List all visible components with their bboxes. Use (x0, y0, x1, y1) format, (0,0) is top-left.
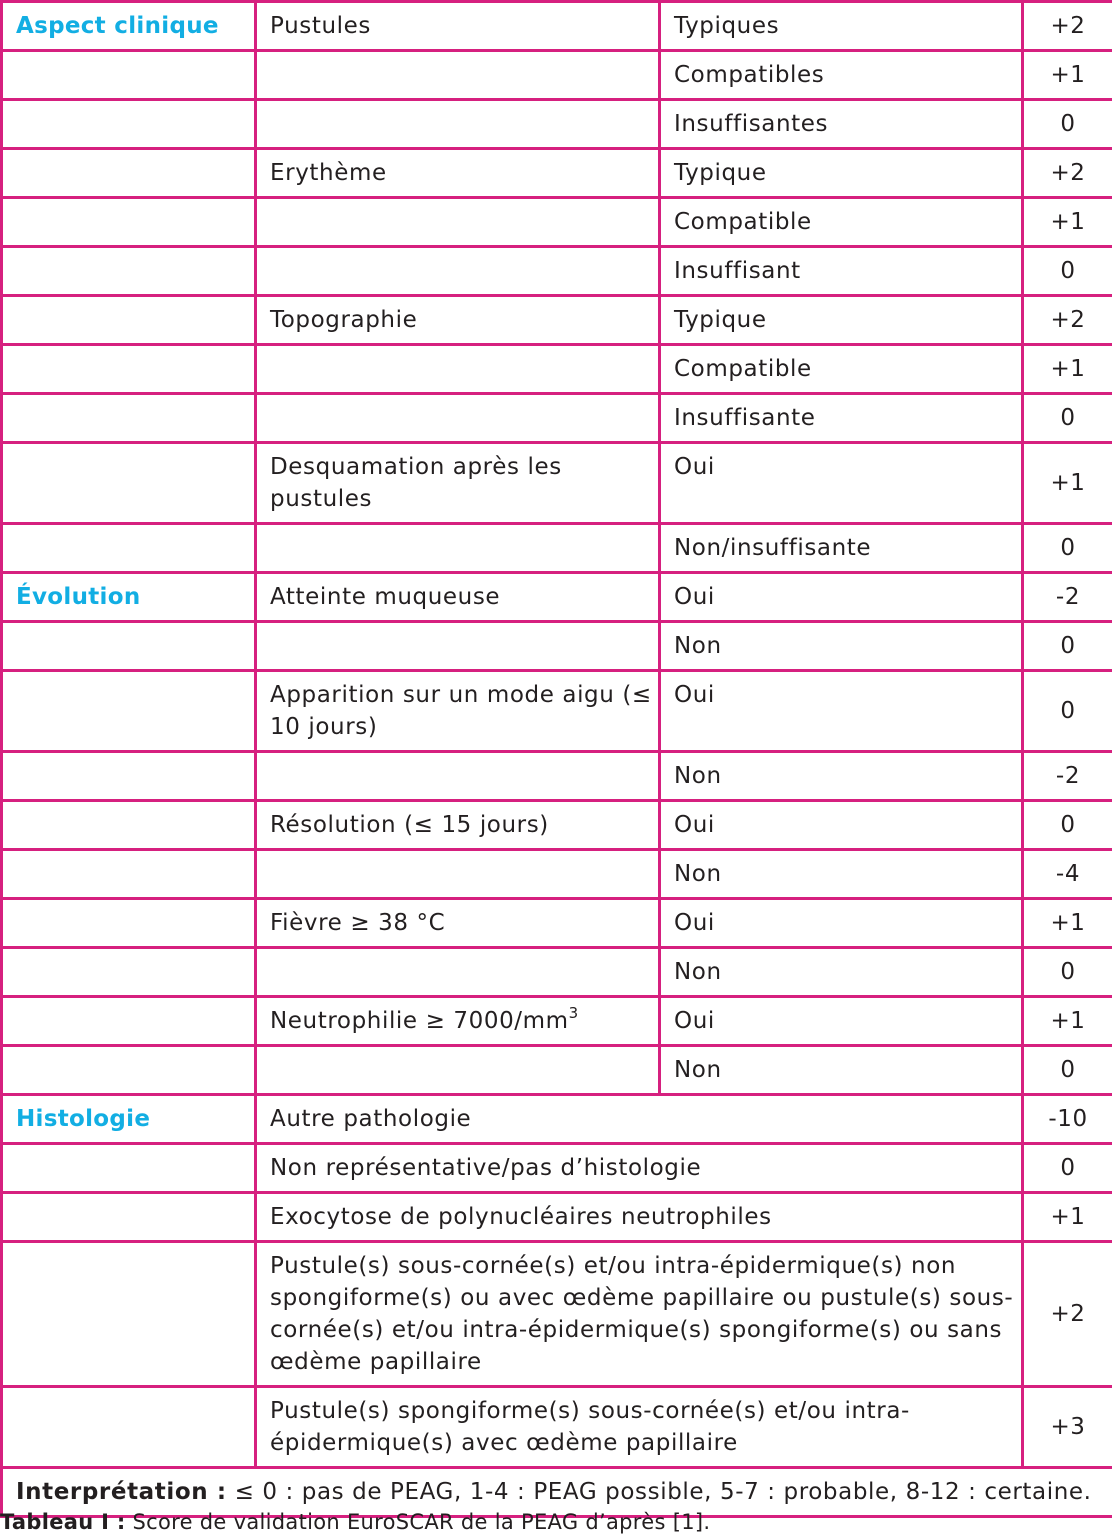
points-cell (1023, 524, 1112, 573)
points-cell (1023, 948, 1112, 997)
category-cell (2, 752, 256, 801)
criterion-cell-text: Desquamation après les pustules (270, 454, 562, 512)
criterion-cell (256, 997, 660, 1046)
answer-cell-text: Insuffisantes (674, 111, 828, 137)
table-row (2, 524, 1112, 573)
criterion-cell-text: Pustule(s) sous-cornée(s) et/ou intra-épidermique(s) non spongiforme(s) ou avec œdème papillaire ou pustule(s) sous-cornée(s) et/ou intra-épidermique(s) spongiforme(s) ou sans œdème papillaire (270, 1253, 1013, 1375)
answer-cell (660, 100, 1023, 149)
table-row (2, 801, 1112, 850)
table-row (2, 671, 1112, 752)
criterion-cell-text: Résolution (≤ 15 jours) (270, 812, 549, 838)
answer-cell (660, 247, 1023, 296)
table-row (2, 997, 1112, 1046)
points-cell (1023, 801, 1112, 850)
answer-cell-text: Non (674, 763, 722, 789)
table-row (2, 1144, 1112, 1193)
criterion-cell (256, 622, 660, 671)
table-row (2, 850, 1112, 899)
points-cell-text: 0 (1060, 1057, 1075, 1083)
criterion-cell (256, 1095, 1023, 1144)
points-cell (1023, 394, 1112, 443)
points-cell (1023, 296, 1112, 345)
criterion-cell (256, 1144, 1023, 1193)
criterion-cell (256, 752, 660, 801)
category-cell (2, 394, 256, 443)
criterion-cell (256, 1193, 1023, 1242)
points-cell (1023, 573, 1112, 622)
answer-cell (660, 997, 1023, 1046)
points-cell-text: 0 (1060, 405, 1075, 431)
points-cell-text: +1 (1050, 1204, 1085, 1230)
points-cell-text: -4 (1056, 861, 1080, 887)
criterion-cell (256, 850, 660, 899)
points-cell (1023, 752, 1112, 801)
answer-cell (660, 899, 1023, 948)
criterion-cell (256, 443, 660, 524)
points-cell (1023, 1046, 1112, 1095)
points-cell-text: +1 (1050, 356, 1085, 382)
table-row (2, 1193, 1112, 1242)
points-cell-text: +2 (1050, 160, 1085, 186)
answer-cell (660, 752, 1023, 801)
points-cell (1023, 1387, 1112, 1468)
criterion-cell (256, 899, 660, 948)
answer-cell (660, 573, 1023, 622)
answer-cell (660, 51, 1023, 100)
category-cell (2, 1193, 256, 1242)
category-cell (2, 198, 256, 247)
answer-cell-text: Insuffisante (674, 405, 816, 431)
points-cell (1023, 51, 1112, 100)
criterion-cell (256, 149, 660, 198)
answer-cell (660, 1046, 1023, 1095)
table-row (2, 752, 1112, 801)
category-cell (2, 100, 256, 149)
criterion-cell (256, 1046, 660, 1095)
criterion-cell-text: Topographie (270, 307, 417, 333)
table-row (2, 2, 1112, 51)
answer-cell-text: Oui (674, 682, 715, 708)
points-cell-text: -2 (1056, 584, 1080, 610)
caption-text: Score de validation EuroSCAR de la PEAG d’après [1]. (126, 1510, 711, 1534)
answer-cell-text: Oui (674, 584, 715, 610)
table-row (2, 899, 1112, 948)
table-row (2, 394, 1112, 443)
criterion-cell (256, 2, 660, 51)
points-cell-text: 0 (1060, 258, 1075, 284)
category-cell-text: Aspect clinique (16, 13, 219, 39)
answer-cell (660, 394, 1023, 443)
points-cell-text: +2 (1050, 307, 1085, 333)
table-row (2, 443, 1112, 524)
points-cell (1023, 198, 1112, 247)
criterion-cell (256, 671, 660, 752)
superscript: 3 (569, 1004, 579, 1022)
points-cell (1023, 997, 1112, 1046)
criterion-cell (256, 573, 660, 622)
points-cell (1023, 247, 1112, 296)
criterion-cell (256, 345, 660, 394)
points-cell (1023, 622, 1112, 671)
answer-cell-text: Non (674, 861, 722, 887)
criterion-cell-text: Fièvre ≥ 38 °C (270, 910, 445, 936)
category-cell (2, 850, 256, 899)
interpretation-text: ≤ 0 : pas de PEAG, 1-4 : PEAG possible, 5-7 : probable, 8-12 : certaine. (227, 1479, 1092, 1505)
answer-cell (660, 296, 1023, 345)
answer-cell-text: Oui (674, 910, 715, 936)
points-cell (1023, 1242, 1112, 1387)
table-row (2, 948, 1112, 997)
criterion-cell-text: Apparition sur un mode aigu (≤ 10 jours) (270, 682, 652, 740)
criterion-cell (256, 948, 660, 997)
category-cell (2, 948, 256, 997)
category-cell-text: Évolution (16, 584, 141, 610)
caption-label: Tableau I : (0, 1510, 126, 1534)
points-cell-text: 0 (1060, 812, 1075, 838)
criterion-cell (256, 1387, 1023, 1468)
points-cell (1023, 2, 1112, 51)
answer-cell-text: Typiques (674, 13, 779, 39)
table-row (2, 198, 1112, 247)
answer-cell (660, 622, 1023, 671)
points-cell (1023, 1144, 1112, 1193)
answer-cell-text: Insuffisant (674, 258, 801, 284)
points-cell-text: +1 (1050, 209, 1085, 235)
table-row (2, 1242, 1112, 1387)
category-cell (2, 573, 256, 622)
points-cell (1023, 671, 1112, 752)
points-cell (1023, 850, 1112, 899)
category-cell (2, 1046, 256, 1095)
answer-cell-text: Non (674, 1057, 722, 1083)
table-row (2, 1095, 1112, 1144)
points-cell (1023, 899, 1112, 948)
table-row (2, 149, 1112, 198)
category-cell (2, 622, 256, 671)
category-cell (2, 1144, 256, 1193)
criterion-cell-text: Autre pathologie (270, 1106, 471, 1132)
interpretation-label: Interprétation : (16, 1479, 227, 1505)
points-cell-text: +2 (1050, 13, 1085, 39)
points-cell-text: 0 (1060, 111, 1075, 137)
category-cell (2, 51, 256, 100)
category-cell (2, 899, 256, 948)
answer-cell (660, 2, 1023, 51)
answer-cell-text: Non (674, 633, 722, 659)
points-cell (1023, 1095, 1112, 1144)
category-cell (2, 801, 256, 850)
answer-cell-text: Oui (674, 454, 715, 480)
category-cell (2, 997, 256, 1046)
category-cell (2, 2, 256, 51)
criterion-cell-text: Pustules (270, 13, 371, 39)
table-row (2, 296, 1112, 345)
points-cell-text: +1 (1050, 910, 1085, 936)
table-row (2, 622, 1112, 671)
points-cell-text: +2 (1050, 1301, 1085, 1327)
criterion-cell (256, 296, 660, 345)
category-cell-text: Histologie (16, 1106, 150, 1132)
criterion-cell (256, 51, 660, 100)
answer-cell-text: Non (674, 959, 722, 985)
answer-cell-text: Typique (674, 160, 767, 186)
category-cell (2, 247, 256, 296)
criterion-cell-text: Neutrophilie ≥ 7000/mm (270, 1008, 569, 1034)
points-cell (1023, 149, 1112, 198)
answer-cell-text: Compatibles (674, 62, 824, 88)
answer-cell (660, 801, 1023, 850)
points-cell (1023, 443, 1112, 524)
criterion-cell (256, 100, 660, 149)
points-cell-text: -10 (1048, 1106, 1087, 1132)
points-cell (1023, 345, 1112, 394)
category-cell (2, 1387, 256, 1468)
points-cell-text: 0 (1060, 633, 1075, 659)
points-cell-text: 0 (1060, 698, 1075, 724)
table-row (2, 1387, 1112, 1468)
answer-cell-text: Typique (674, 307, 767, 333)
table-row (2, 100, 1112, 149)
category-cell (2, 1095, 256, 1144)
points-cell (1023, 1193, 1112, 1242)
table-row (2, 345, 1112, 394)
category-cell (2, 1242, 256, 1387)
answer-cell (660, 948, 1023, 997)
criterion-cell (256, 198, 660, 247)
answer-cell (660, 671, 1023, 752)
criterion-cell-text: Exocytose de polynucléaires neutrophiles (270, 1204, 772, 1230)
answer-cell-text: Non/insuffisante (674, 535, 871, 561)
answer-cell-text: Compatible (674, 209, 812, 235)
table-body (2, 2, 1112, 1517)
points-cell-text: 0 (1060, 1155, 1075, 1181)
criterion-cell-text: Atteinte muqueuse (270, 584, 500, 610)
criterion-cell (256, 394, 660, 443)
answer-cell (660, 345, 1023, 394)
category-cell (2, 671, 256, 752)
criterion-cell (256, 247, 660, 296)
points-cell-text: 0 (1060, 535, 1075, 561)
criterion-cell-text: Erythème (270, 160, 387, 186)
table-row (2, 1046, 1112, 1095)
answer-cell (660, 149, 1023, 198)
category-cell (2, 524, 256, 573)
table-row (2, 51, 1112, 100)
answer-cell (660, 443, 1023, 524)
criterion-cell-text: Pustule(s) spongiforme(s) sous-cornée(s) et/ou intra-épidermique(s) avec œdème papillaire (270, 1398, 910, 1456)
criterion-cell-text: Non représentative/pas d’histologie (270, 1155, 701, 1181)
points-cell-text: +1 (1050, 62, 1085, 88)
points-cell-text: +1 (1050, 470, 1085, 496)
points-cell-text: -2 (1056, 763, 1080, 789)
answer-cell (660, 850, 1023, 899)
criterion-cell (256, 524, 660, 573)
answer-cell-text: Compatible (674, 356, 812, 382)
points-cell (1023, 100, 1112, 149)
points-cell-text: 0 (1060, 959, 1075, 985)
table-row (2, 247, 1112, 296)
answer-cell-text: Oui (674, 812, 715, 838)
category-cell (2, 345, 256, 394)
answer-cell (660, 198, 1023, 247)
category-cell (2, 149, 256, 198)
criterion-cell (256, 801, 660, 850)
answer-cell-text: Oui (674, 1008, 715, 1034)
table-caption (0, 1507, 1112, 1537)
category-cell (2, 443, 256, 524)
table-row (2, 573, 1112, 622)
answer-cell (660, 524, 1023, 573)
points-cell-text: +1 (1050, 1008, 1085, 1034)
points-cell-text: +3 (1050, 1414, 1085, 1440)
category-cell (2, 296, 256, 345)
criterion-cell (256, 1242, 1023, 1387)
